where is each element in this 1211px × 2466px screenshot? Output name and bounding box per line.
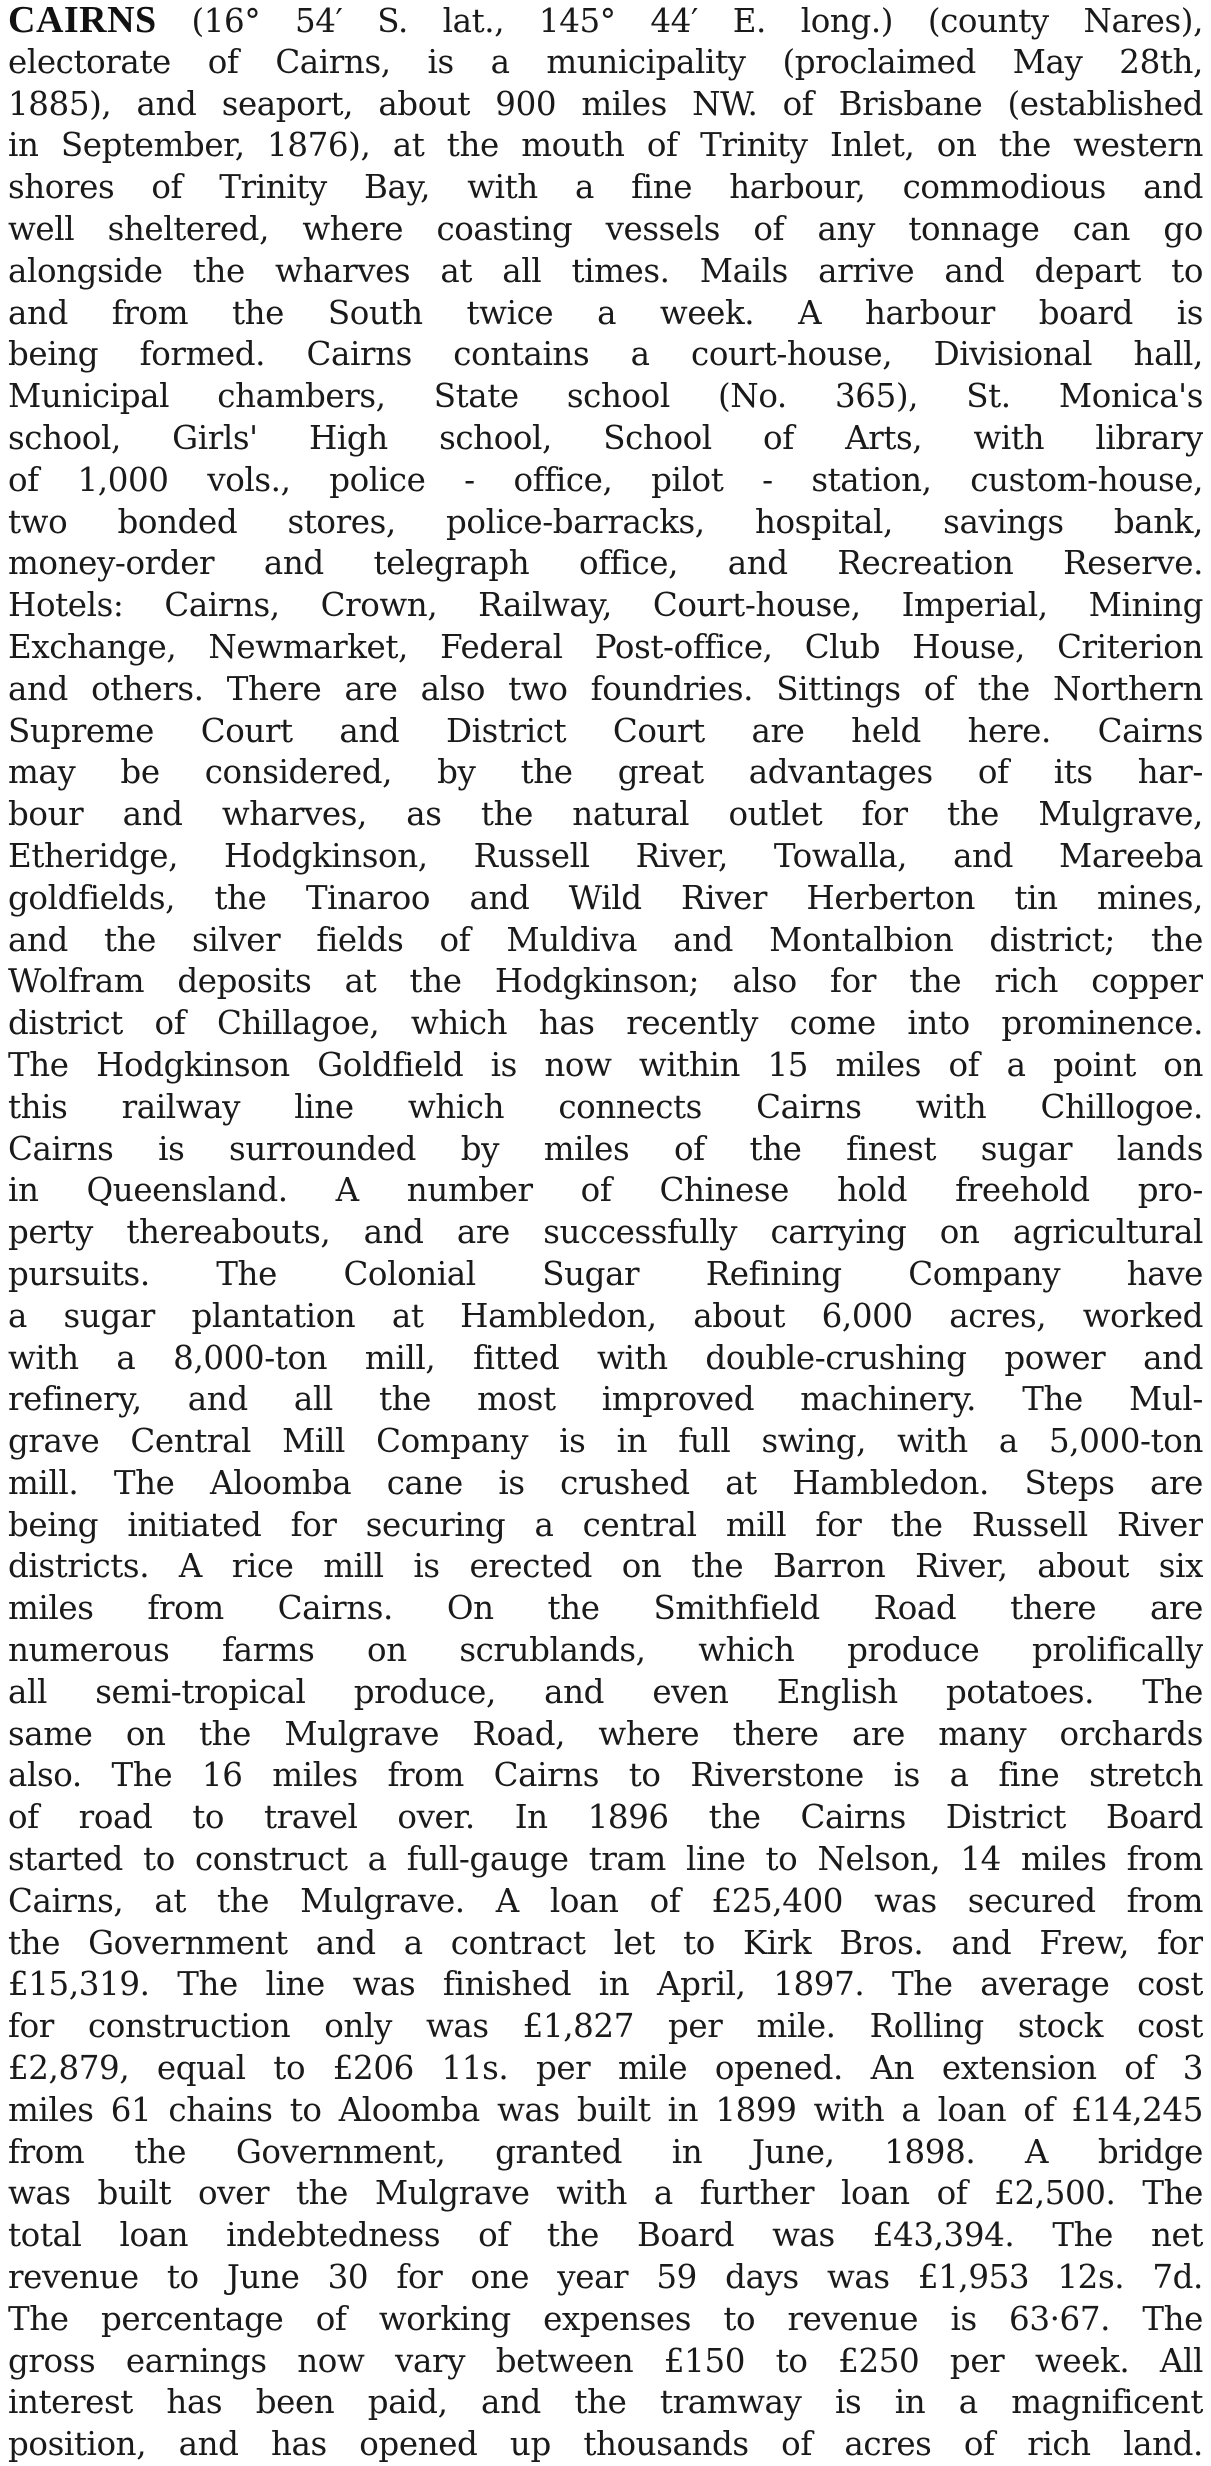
text-line: mill. The Aloomba cane is crushed at Hambledon. Steps are bbox=[8, 1463, 1203, 1502]
text-line: bour and wharves, as the natural outlet for the Mulgrave, bbox=[8, 795, 1203, 834]
text-line: may be considered, by the great advantages of its har- bbox=[8, 753, 1203, 792]
text-line: £2,879, equal to £206 11s. per mile opened. An extension of 3 bbox=[8, 2049, 1203, 2088]
text-line: Hotels: Cairns, Crown, Railway, Court-house, Imperial, Mining bbox=[8, 586, 1203, 625]
text-line: Etheridge, Hodgkinson, Russell River, Towalla, and Mareeba bbox=[8, 836, 1203, 875]
text-line: money-order and telegraph office, and Recreation Reserve. bbox=[8, 544, 1203, 583]
text-line: refinery, and all the most improved machinery. The Mul- bbox=[8, 1380, 1203, 1419]
text-line: the Government and a contract let to Kirk Bros. and Frew, for bbox=[8, 1923, 1203, 1962]
text-line: Municipal chambers, State school (No. 365), St. Monica's bbox=[8, 377, 1203, 416]
text-line: and others. There are also two foundries. Sittings of the Northern bbox=[8, 669, 1203, 708]
text-line: Wolfram deposits at the Hodgkinson; also for the rich copper bbox=[8, 962, 1203, 1001]
text-line bbox=[8, 0, 1203, 42]
text-line: The percentage of working expenses to revenue is 63·67. The bbox=[8, 2299, 1203, 2338]
text-line: revenue to June 30 for one year 59 days was £1,953 12s. 7d. bbox=[8, 2258, 1203, 2297]
text-line: miles from Cairns. On the Smithfield Road there are bbox=[8, 1589, 1203, 1628]
text-line: also. The 16 miles from Cairns to Riverstone is a fine stretch bbox=[8, 1756, 1203, 1795]
text-line: perty thereabouts, and are successfully carrying on agricultural bbox=[8, 1213, 1203, 1252]
entry-headword: CAIRNS bbox=[8, 0, 157, 41]
text-line: of road to travel over. In 1896 the Cairns District Board bbox=[8, 1798, 1203, 1837]
text-line: pursuits. The Colonial Sugar Refining Company have bbox=[8, 1254, 1203, 1293]
text-line: well sheltered, where coasting vessels of any tonnage can go bbox=[8, 209, 1203, 248]
text-line: and from the South twice a week. A harbour board is bbox=[8, 293, 1203, 332]
text-line: districts. A rice mill is erected on the Barron River, about six bbox=[8, 1547, 1203, 1586]
text-line: being formed. Cairns contains a court-house, Divisional hall, bbox=[8, 335, 1203, 374]
text-line: two bonded stores, police-barracks, hospital, savings bank, bbox=[8, 502, 1203, 541]
text-line: with a 8,000-ton mill, fitted with double-crushing power and bbox=[8, 1338, 1203, 1377]
text-line: numerous farms on scrublands, which produce prolifically bbox=[8, 1631, 1203, 1670]
text-line: for construction only was £1,827 per mile. Rolling stock cost bbox=[8, 2007, 1203, 2046]
text-line: being initiated for securing a central mill for the Russell River bbox=[8, 1505, 1203, 1544]
text-line: district of Chillagoe, which has recently come into prominence. bbox=[8, 1004, 1203, 1043]
text-line: The Hodgkinson Goldfield is now within 15 miles of a point on bbox=[8, 1045, 1203, 1084]
text-line: of 1,000 vols., police - office, pilot - station, custom-house, bbox=[8, 460, 1203, 499]
text-line: total loan indebtedness of the Board was £43,394. The net bbox=[8, 2216, 1203, 2255]
text-line: £15,319. The line was finished in April, 1897. The average cost bbox=[8, 1965, 1203, 2004]
text-line: miles 61 chains to Aloomba was built in 1899 with a loan of £14,245 bbox=[8, 2090, 1203, 2129]
text-line: Exchange, Newmarket, Federal Post-office, Club House, Criterion bbox=[8, 627, 1203, 666]
text-line: a sugar plantation at Hambledon, about 6,000 acres, worked bbox=[8, 1296, 1203, 1335]
entry-first-line-text: (16° 54′ S. lat., 145° 44′ E. long.) (county Nares), bbox=[156, 2, 1203, 40]
text-line: alongside the wharves at all times. Mails arrive and depart to bbox=[8, 251, 1203, 290]
text-line: grave Central Mill Company is in full swing, with a 5,000-ton bbox=[8, 1422, 1203, 1461]
text-line: was built over the Mulgrave with a further loan of £2,500. The bbox=[8, 2174, 1203, 2213]
gazetteer-entry-cairns bbox=[8, 0, 1203, 2466]
text-line: shores of Trinity Bay, with a fine harbour, commodious and bbox=[8, 168, 1203, 207]
text-line: Cairns, at the Mulgrave. A loan of £25,400 was secured from bbox=[8, 1881, 1203, 1920]
text-line: Cairns is surrounded by miles of the finest sugar lands bbox=[8, 1129, 1203, 1168]
text-line: gross earnings now vary between £150 to £250 per week. All bbox=[8, 2341, 1203, 2380]
text-line: same on the Mulgrave Road, where there are many orchards bbox=[8, 1714, 1203, 1753]
text-line: 1885), and seaport, about 900 miles NW. of Brisbane (established bbox=[8, 84, 1203, 123]
text-line: position, and has opened up thousands of acres of rich land. bbox=[8, 2425, 1203, 2464]
text-line: electorate of Cairns, is a municipality (proclaimed May 28th, bbox=[8, 42, 1203, 81]
text-line: school, Girls' High school, School of Arts, with library bbox=[8, 418, 1203, 457]
text-line: this railway line which connects Cairns with Chillogoe. bbox=[8, 1087, 1203, 1126]
text-line: interest has been paid, and the tramway is in a magnificent bbox=[8, 2383, 1203, 2422]
text-line: and the silver fields of Muldiva and Montalbion district; the bbox=[8, 920, 1203, 959]
text-line: Supreme Court and District Court are held here. Cairns bbox=[8, 711, 1203, 750]
text-line: started to construct a full-gauge tram line to Nelson, 14 miles from bbox=[8, 1840, 1203, 1879]
text-line: from the Government, granted in June, 1898. A bridge bbox=[8, 2132, 1203, 2171]
text-line: goldfields, the Tinaroo and Wild River Herberton tin mines, bbox=[8, 878, 1203, 917]
text-line: all semi-tropical produce, and even English potatoes. The bbox=[8, 1672, 1203, 1711]
text-line: in September, 1876), at the mouth of Trinity Inlet, on the western bbox=[8, 126, 1203, 165]
text-line: in Queensland. A number of Chinese hold freehold pro- bbox=[8, 1171, 1203, 1210]
